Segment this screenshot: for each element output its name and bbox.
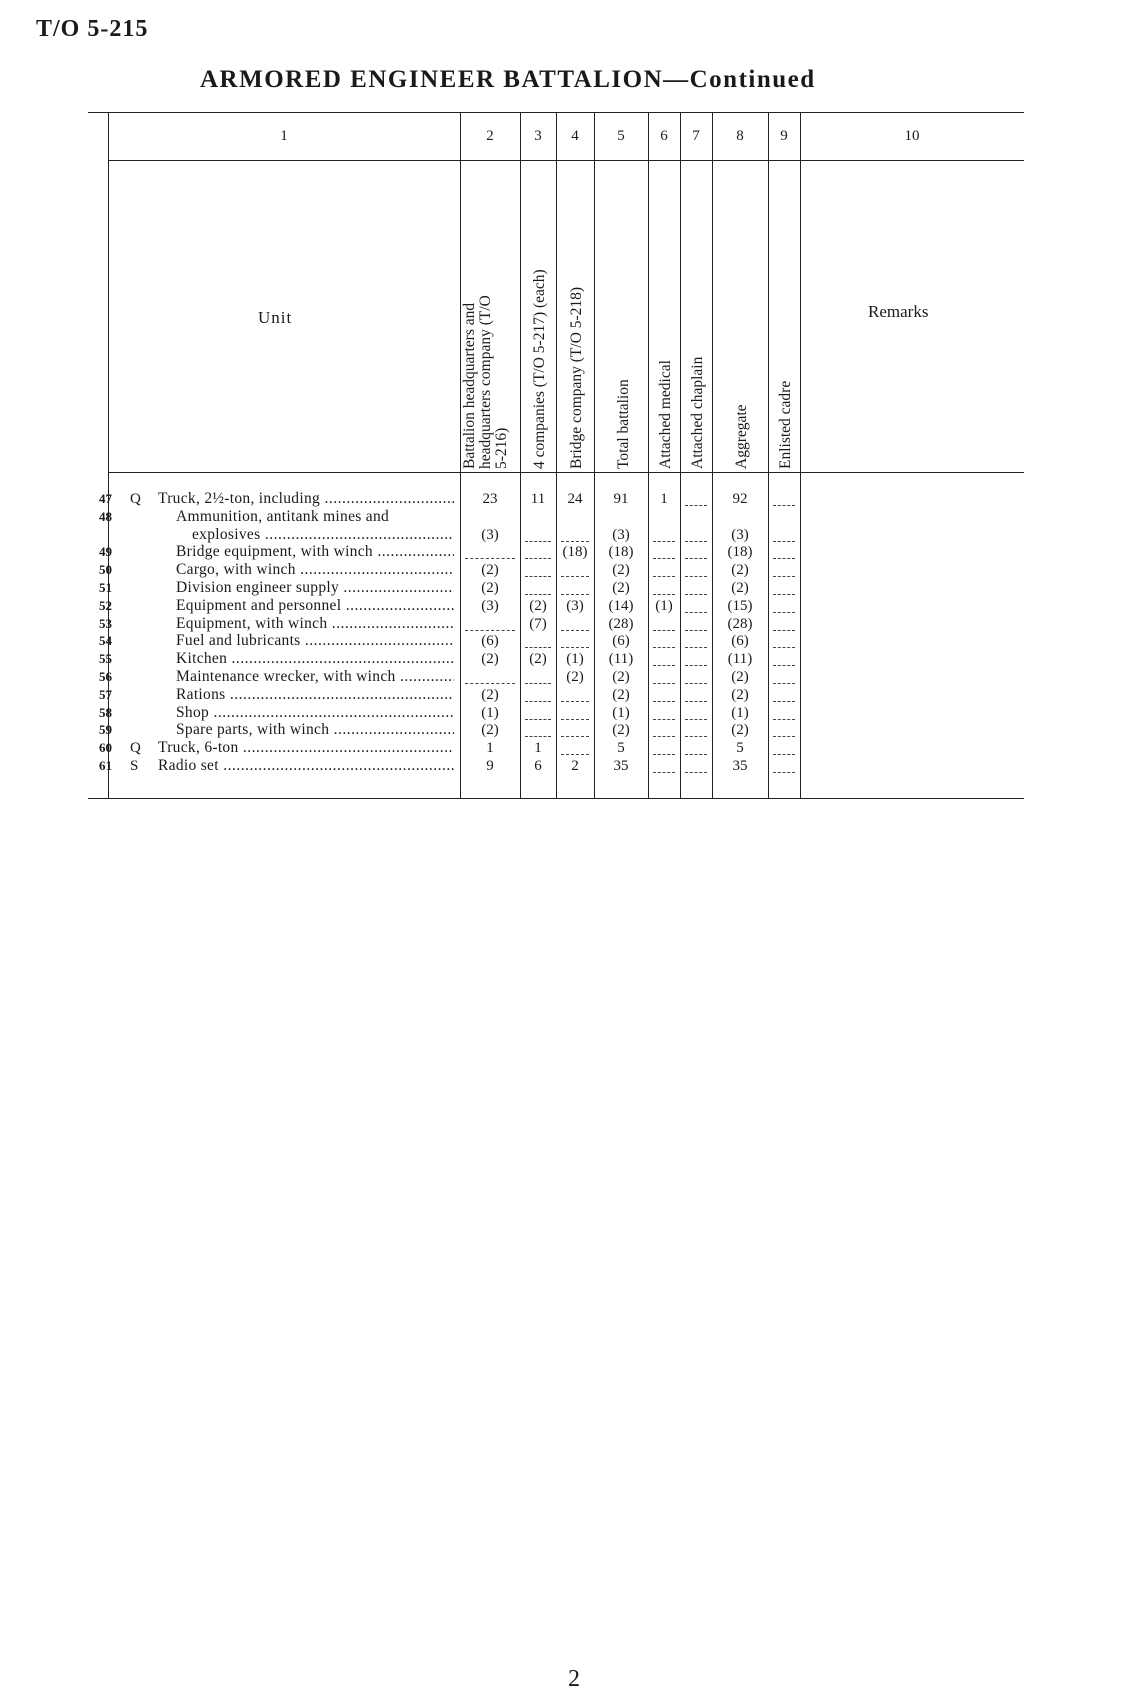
line-number: 49 (99, 544, 112, 560)
empty-cell-dash (685, 772, 707, 773)
empty-cell-dash (525, 558, 551, 559)
supply-code: Q (130, 740, 141, 757)
cell-value: (11) (608, 651, 634, 668)
table-row (88, 757, 1024, 775)
cell-value: (7) (529, 615, 547, 632)
column-header-hq-company-line1: Battalion headquarters and (461, 302, 478, 469)
unit-name: Maintenance wrecker, with winch ..... (176, 668, 454, 686)
empty-cell-dash (653, 719, 675, 720)
empty-cell-dash (525, 541, 551, 542)
empty-cell-dash (525, 576, 551, 577)
cell-value: 5 (736, 740, 744, 757)
empty-cell-dash (561, 754, 589, 755)
column-header-total-battalion: Total battalion (615, 379, 632, 469)
empty-cell-dash (685, 541, 707, 542)
empty-cell-dash (525, 736, 551, 737)
line-number: 48 (99, 508, 112, 524)
table-row (88, 561, 1024, 579)
cell-value: (3) (731, 526, 749, 543)
empty-cell-dash (465, 630, 515, 631)
cell-value: 24 (567, 491, 583, 507)
line-number: 47 (99, 491, 112, 506)
document-id: T/O 5-215 (36, 16, 149, 42)
line-number: 55 (99, 651, 112, 667)
cell-value: 1 (534, 740, 542, 757)
empty-cell-dash (685, 612, 707, 613)
cell-value: 2 (571, 758, 579, 774)
unit-name: explosives ..... (192, 526, 454, 544)
cell-value: (2) (731, 722, 749, 739)
cell-value: (6) (612, 633, 630, 650)
cell-value: 35 (732, 758, 748, 774)
column-number-2: 2 (486, 128, 494, 144)
table-row (88, 686, 1024, 704)
empty-cell-dash (773, 665, 795, 666)
column-number-3: 3 (534, 128, 542, 144)
document-title: ARMORED ENGINEER BATTALION—Continued (200, 66, 816, 93)
column-header-companies: 4 companies (T/O 5-217) (each) (531, 269, 548, 469)
table-bottom-rule (88, 798, 1024, 799)
column-number-8: 8 (736, 128, 744, 144)
empty-cell-dash (561, 701, 589, 702)
unit-name: Shop ..... (176, 704, 454, 722)
column-number-rule (108, 160, 1024, 161)
empty-cell-dash (525, 594, 551, 595)
cell-value: (2) (612, 580, 630, 596)
empty-cell-dash (525, 719, 551, 720)
table-row (88, 526, 1024, 544)
cell-value: (3) (612, 526, 630, 543)
cell-value: (2) (731, 562, 749, 579)
cell-value: (18) (727, 544, 753, 561)
line-number: 59 (99, 722, 112, 738)
column-number-9: 9 (780, 128, 788, 144)
empty-cell-dash (561, 576, 589, 577)
column-header-attached-chaplain: Attached chaplain (689, 356, 706, 469)
cell-value: (2) (612, 562, 630, 579)
header-bottom-rule (108, 472, 1024, 473)
cell-value: (2) (612, 686, 630, 703)
unit-name: Kitchen ..... (176, 650, 454, 668)
unit-name: Radio set ..... (158, 757, 454, 775)
line-number: 50 (99, 562, 112, 578)
empty-cell-dash (685, 683, 707, 684)
organization-table (88, 112, 1024, 812)
cell-value: (18) (562, 544, 588, 561)
empty-cell-dash (685, 647, 707, 648)
unit-name: Rations ..... (176, 686, 454, 704)
unit-name: Bridge equipment, with winch ..... (176, 543, 454, 561)
cell-value: (3) (481, 526, 499, 543)
column-number-5: 5 (617, 128, 625, 144)
table-row (88, 721, 1024, 739)
cell-value: 91 (613, 491, 629, 507)
column-number-10: 10 (904, 128, 920, 144)
table-row (88, 668, 1024, 686)
column-number-4: 4 (571, 128, 579, 144)
empty-cell-dash (685, 630, 707, 631)
line-number: 60 (99, 740, 112, 756)
cell-value: (2) (481, 651, 499, 668)
cell-value: (2) (612, 722, 630, 739)
cell-value: 92 (732, 491, 748, 507)
table-row (88, 508, 1024, 526)
empty-cell-dash (653, 665, 675, 666)
table-row (88, 615, 1024, 633)
empty-cell-dash (773, 612, 795, 613)
cell-value: 35 (613, 758, 629, 774)
empty-cell-dash (561, 594, 589, 595)
column-number-6: 6 (660, 128, 668, 144)
empty-cell-dash (773, 772, 795, 773)
column-number-7: 7 (692, 128, 700, 144)
supply-code: S (130, 758, 139, 774)
line-number: 54 (99, 633, 112, 649)
cell-value: (6) (731, 633, 749, 650)
table-row (88, 579, 1024, 597)
unit-name: Equipment and personnel ..... (176, 597, 454, 615)
empty-cell-dash (525, 701, 551, 702)
line-number: 52 (99, 597, 112, 613)
empty-cell-dash (653, 576, 675, 577)
empty-cell-dash (561, 630, 589, 631)
cell-value: (1) (566, 651, 584, 668)
cell-value: (1) (731, 704, 749, 721)
cell-value: (15) (727, 597, 753, 614)
empty-cell-dash (773, 558, 795, 559)
empty-cell-dash (773, 541, 795, 542)
column-header-hq-company-line2: headquarters company (T/O (477, 295, 494, 469)
unit-name: Truck, 6-ton ..... (158, 739, 454, 757)
empty-cell-dash (685, 665, 707, 666)
column-header-bridge-company: Bridge company (T/O 5-218) (568, 286, 585, 469)
empty-cell-dash (653, 701, 675, 702)
table-row (88, 490, 1024, 508)
cell-value: (3) (566, 597, 584, 614)
empty-cell-dash (653, 594, 675, 595)
empty-cell-dash (653, 754, 675, 755)
empty-cell-dash (773, 630, 795, 631)
cell-value: (2) (481, 580, 499, 596)
unit-name: Equipment, with winch ..... (176, 615, 454, 633)
empty-cell-dash (773, 576, 795, 577)
empty-cell-dash (465, 683, 515, 684)
unit-name: Fuel and lubricants ..... (176, 632, 454, 650)
table-row (88, 739, 1024, 757)
empty-cell-dash (773, 754, 795, 755)
unit-header: Unit (258, 308, 293, 327)
cell-value: (11) (727, 651, 753, 668)
empty-cell-dash (561, 541, 589, 542)
unit-name: Spare parts, with winch ..... (176, 721, 454, 739)
empty-cell-dash (685, 505, 707, 506)
cell-value: (2) (481, 562, 499, 579)
line-number: 58 (99, 704, 112, 720)
cell-value: (2) (529, 597, 547, 614)
empty-cell-dash (685, 754, 707, 755)
cell-value: (3) (481, 597, 499, 614)
unit-name: Division engineer supply ..... (176, 579, 454, 597)
empty-cell-dash (653, 558, 675, 559)
empty-cell-dash (685, 701, 707, 702)
empty-cell-dash (653, 630, 675, 631)
line-number: 53 (99, 615, 112, 631)
table-row (88, 632, 1024, 650)
empty-cell-dash (685, 558, 707, 559)
column-header-aggregate: Aggregate (733, 404, 750, 469)
column-number-1: 1 (280, 128, 288, 144)
unit-name: Truck, 2½-ton, including ..... (158, 490, 454, 508)
cell-value: (2) (529, 651, 547, 668)
cell-value: 9 (486, 758, 494, 774)
empty-cell-dash (685, 719, 707, 720)
cell-value: (2) (731, 580, 749, 596)
line-number: 61 (99, 758, 112, 773)
cell-value: 11 (530, 491, 546, 507)
column-header-hq-company-line3: 5-216) (493, 427, 510, 469)
cell-value: (2) (731, 669, 749, 685)
cell-value: (28) (727, 615, 753, 632)
cell-value: (18) (608, 544, 634, 561)
empty-cell-dash (773, 594, 795, 595)
unit-name: Cargo, with winch ..... (176, 561, 454, 579)
table-row (88, 704, 1024, 722)
table-row (88, 597, 1024, 615)
empty-cell-dash (653, 683, 675, 684)
cell-value: 1 (486, 740, 494, 757)
empty-cell-dash (561, 719, 589, 720)
cell-value: (14) (608, 597, 634, 614)
empty-cell-dash (653, 772, 675, 773)
remarks-header: Remarks (868, 302, 929, 321)
cell-value: (2) (731, 686, 749, 703)
empty-cell-dash (773, 647, 795, 648)
cell-value: (2) (566, 669, 584, 685)
cell-value: (6) (481, 633, 499, 650)
column-header-attached-medical: Attached medical (657, 360, 674, 469)
cell-value: 6 (534, 758, 542, 774)
empty-cell-dash (773, 736, 795, 737)
column-header-enlisted-cadre: Enlisted cadre (777, 380, 794, 469)
line-number: 51 (99, 580, 112, 595)
empty-cell-dash (773, 719, 795, 720)
empty-cell-dash (653, 647, 675, 648)
line-number: 56 (99, 669, 112, 684)
empty-cell-dash (465, 558, 515, 559)
empty-cell-dash (685, 736, 707, 737)
cell-value: (1) (481, 704, 499, 721)
page-number: 2 (568, 1666, 580, 1692)
table-row (88, 543, 1024, 561)
empty-cell-dash (525, 647, 551, 648)
cell-value: (2) (612, 669, 630, 685)
empty-cell-dash (773, 701, 795, 702)
unit-name: Ammunition, antitank mines and (176, 507, 390, 525)
empty-cell-dash (653, 541, 675, 542)
cell-value: (2) (481, 686, 499, 703)
empty-cell-dash (685, 594, 707, 595)
cell-value: (1) (612, 704, 630, 721)
empty-cell-dash (773, 505, 795, 506)
table-row (88, 650, 1024, 668)
empty-cell-dash (561, 647, 589, 648)
cell-value: (28) (608, 615, 634, 632)
empty-cell-dash (685, 576, 707, 577)
line-number: 57 (99, 686, 112, 702)
cell-value: 5 (617, 740, 625, 757)
empty-cell-dash (525, 683, 551, 684)
cell-value: (1) (655, 597, 673, 614)
cell-value: (2) (481, 722, 499, 739)
cell-value: 23 (482, 491, 498, 507)
cell-value: 1 (660, 491, 668, 507)
supply-code: Q (130, 491, 141, 507)
empty-cell-dash (561, 736, 589, 737)
empty-cell-dash (773, 683, 795, 684)
empty-cell-dash (653, 736, 675, 737)
